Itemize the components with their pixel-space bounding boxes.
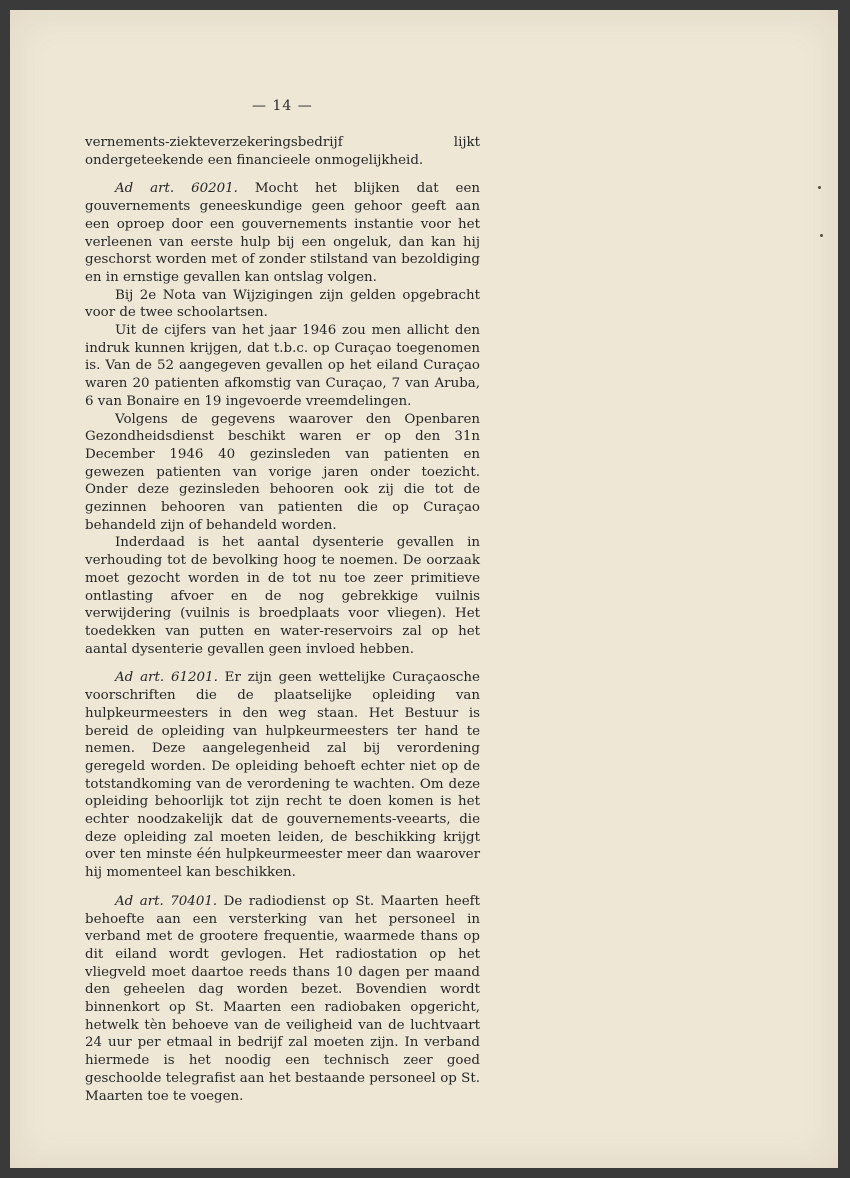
- article-reference: Ad art. 70401.: [115, 893, 218, 909]
- paragraph: [85, 134, 480, 169]
- page-number: — 14 —: [252, 98, 313, 114]
- paragraph: [85, 180, 480, 286]
- paragraph-text: vernements-ziekteverzekeringsbedrijf lijkt ondergeteekende een financieele onmogelijkheid.: [85, 135, 480, 168]
- paragraph: [85, 534, 480, 658]
- paper-speck: [818, 186, 821, 189]
- paragraph-text: Er zijn geen wettelijke Curaçaosche voorschriften die de plaatselijke opleiding van hulpkeurmeesters in den weg staan. Het Bestuur is bereid de opleiding van hulpkeurmeesters ter hand te nemen. Deze aangelegenheid zal bij verordening geregeld worden. De opleiding behoeft echter niet op de totstandkoming van de verordening te wachten. Om deze opleiding behoorlijk tot zijn recht te doen komen is het echter noodzakelijk dat de gouvernements-veearts, die deze opleiding zal moeten leiden, de beschikking krijgt over ten minste één hulpkeurmeester meer dan waarover hij momenteel kan beschikken.: [85, 670, 480, 881]
- paragraph: [85, 287, 480, 322]
- paper-speck: [820, 234, 823, 237]
- article-reference: Ad art. 61201.: [115, 670, 218, 686]
- paragraph-text: Mocht het blijken dat een gouvernements geneeskundige geen gehoor geeft aan een oproep door een gouvernements instantie voor het verleenen van eerste hulp bij een ongeluk, dan kan hij geschorst worden met of zonder stilstand van bezoldiging en in ernstige gevallen kan ontslag volgen.: [85, 181, 480, 285]
- paragraph: [85, 411, 480, 535]
- article-reference: Ad art. 60201.: [115, 181, 238, 197]
- paragraph-text: Inderdaad is het aantal dysenterie gevallen in verhouding tot de bevolking hoog te noemen. De oorzaak moet gezocht worden in de tot nu toe zeer primitieve ontlasting afvoer en de nog gebrekkige vuilnis verwijdering (vuilnis is broedplaats voor vliegen). Het toedekken van putten en water-reservoirs zal op het aantal dysenterie gevallen geen invloed hebben.: [85, 535, 480, 657]
- paragraph-text: Bij 2e Nota van Wijzigingen zijn gelden opgebracht voor de twee schoolartsen.: [85, 287, 480, 321]
- paragraph: [85, 893, 480, 1105]
- paragraph-text: De radiodienst op St. Maarten heeft behoefte aan een versterking van het personeel in verband met de grootere frequentie, waarmede thans op dit eiland wordt gevlogen. Het radiostation op het vliegveld moet daartoe reeds thans 10 dagen per maand den geheelen dag worden bezet. Bovendien wordt binnenkort op St. Maarten een radiobaken opgericht, hetwelk tèn behoeve van de veiligheid van de luchtvaart 24 uur per etmaal in bedrijf zal moeten zijn. In verband hiermede is het noodig een technisch zeer goed geschoolde telegrafist aan het bestaande personeel op St. Maarten toe te voegen.: [85, 893, 480, 1104]
- paragraph: [85, 669, 480, 881]
- paragraph-text: Volgens de gegevens waarover den Openbaren Gezondheidsdienst beschikt waren er op den 31n December 1946 40 gezinsleden van patienten en gewezen patienten van vorige jaren onder toezicht. Onder deze gezinsleden behooren ook zij die tot de gezinnen behooren van patienten die op Curaçao behandeld zijn of behandeld worden.: [85, 411, 480, 533]
- paragraph: [85, 322, 480, 411]
- scanned-page: [10, 10, 838, 1168]
- paragraph-text: Uit de cijfers van het jaar 1946 zou men allicht den indruk kunnen krijgen, dat t.b.c. op Curaçao toegenomen is. Van de 52 aangegeven gevallen op het eiland Curaçao waren 20 patienten afkomstig van Curaçao, 7 van Aruba, 6 van Bonaire en 19 ingevoerde vreemdelingen.: [85, 323, 480, 409]
- body-text: [85, 134, 480, 1105]
